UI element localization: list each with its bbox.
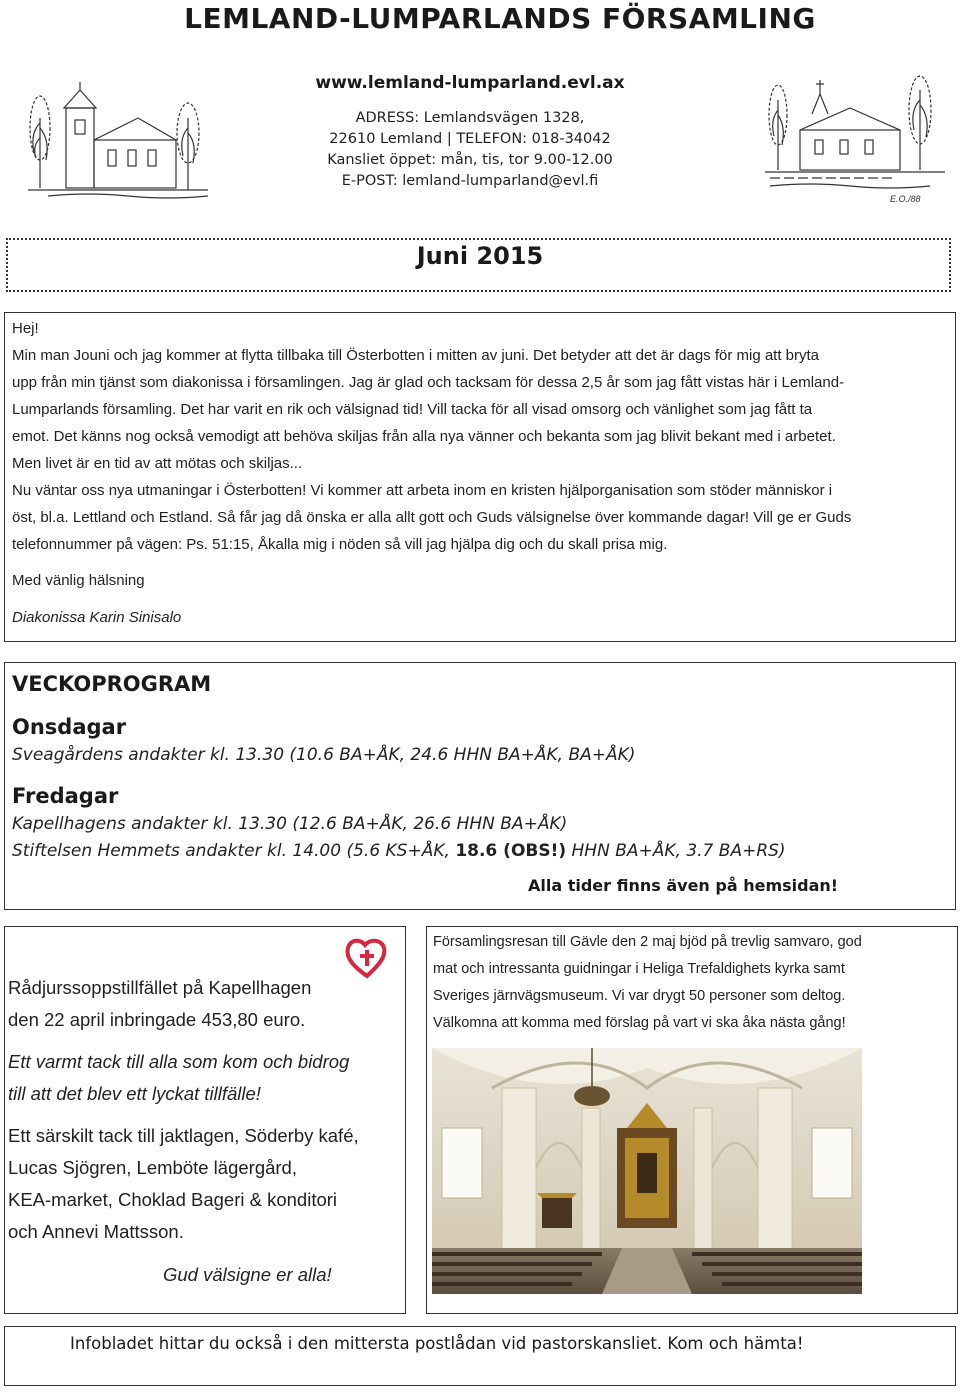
letter-line: Min man Jouni och jag kommer at flytta tillbaka till Österbotten i mitten av juni. Det betyder att det är dags för mig att bryta xyxy=(12,347,820,364)
heart-cross-icon xyxy=(344,936,390,980)
thanks-line: Ett varmt tack till alla som kom och bidrog xyxy=(8,1051,350,1072)
month-title: Juni 2015 xyxy=(416,242,544,270)
program-website-note: Alla tider finns även på hemsidan! xyxy=(528,876,839,895)
letter-line: Nu väntar oss nya utmaningar i Österbotten! Vi kommer att arbeta inom en kristen hjälporganisation som stöder människor i xyxy=(12,482,833,499)
letter-line: öst, bl.a. Lettland och Estland. Så får jag då önska er alla allt gott och Guds välsignelse över kommande dagar! Vill ge er Guds xyxy=(12,509,852,526)
letter-greeting-line: Hej! xyxy=(12,320,39,337)
special-thanks-line: Ett särskilt tack till jaktlagen, Söderby kafé, xyxy=(8,1125,359,1146)
address-block xyxy=(250,108,690,192)
lemland-church-drawing xyxy=(18,78,218,208)
program-line xyxy=(12,841,786,861)
email-line: E-POST: lemland-lumparland@evl.fi xyxy=(341,173,599,189)
blessing-line: Gud välsigne er alla! xyxy=(163,1264,332,1285)
program-line-part: HHN BA+ÅK, 3.7 BA+RS) xyxy=(566,841,786,861)
special-thanks-line: Lucas Sjögren, Lemböte lägergård, xyxy=(8,1157,297,1178)
weekly-program-box xyxy=(4,662,956,910)
day-heading-wednesday: Onsdagar xyxy=(12,715,127,739)
program-title: VECKOPROGRAM xyxy=(12,672,212,696)
letter-line: telefonnummer på vägen: Ps. 51:15, Åkalla mig i nöden så vill jag hjälpa dig och du skall prisa mig. xyxy=(12,536,668,553)
drawing-signature: E.O./88 xyxy=(890,194,921,204)
address-line: ADRESS: Lemlandsvägen 1328, xyxy=(355,110,585,126)
letter-line: Lumparlands församling. Det har varit en rik och välsignad tid! Vill tacka för all visad omsorg och vänlighet som jag fått ta xyxy=(12,401,813,418)
office-hours-line: Kansliet öppet: mån, tis, tor 9.00-12.00 xyxy=(327,152,613,168)
collection-line: Rådjurssoppstillfället på Kapellhagen xyxy=(8,977,312,998)
program-line: Kapellhagens andakter kl. 13.30 (12.6 BA+ÅK, 26.6 HHN BA+ÅK) xyxy=(12,814,568,834)
phone-line: 22610 Lemland | TELEFON: 018-34042 xyxy=(329,131,611,147)
letter-line: upp från min tjänst som diakonissa i församlingen. Jag är glad och tacksam för dessa 2,5 år som jag fått vistas här i Lemland- xyxy=(12,374,845,391)
trip-line: Församlingsresan till Gävle den 2 maj bjöd på trevlig samvaro, god xyxy=(433,934,862,950)
page-title: LEMLAND-LUMPARLANDS FÖRSAMLING xyxy=(184,2,816,35)
church-interior-photo xyxy=(432,1048,862,1294)
program-line: Sveagårdens andakter kl. 13.30 (10.6 BA+ÅK, 24.6 HHN BA+ÅK, BA+ÅK) xyxy=(12,745,636,765)
letter-line: emot. Det känns nog också vemodigt att behöva skiljas från alla nya vänner och bekanta som jag blivit bekant med i arbetet. xyxy=(12,428,836,445)
day-heading-friday: Fredagar xyxy=(12,784,119,808)
website-link[interactable]: www.lemland-lumparland.evl.ax xyxy=(315,73,625,93)
letter-signature: Diakonissa Karin Sinisalo xyxy=(12,609,182,626)
lumparland-church-drawing xyxy=(760,70,950,210)
special-thanks-line: och Annevi Mattsson. xyxy=(8,1221,184,1242)
special-thanks-line: KEA-market, Choklad Bageri & konditori xyxy=(8,1189,338,1210)
letter-line: Men livet är en tid av att mötas och skiljas... xyxy=(12,455,303,472)
thanks-line: till att det blev ett lyckat tillfälle! xyxy=(8,1083,261,1104)
collection-amount: den 22 april inbringade 453,80 euro. xyxy=(8,1009,306,1030)
trip-line: Sveriges järnvägsmuseum. Vi var drygt 50 personer som deltog. xyxy=(433,988,846,1004)
footer-note: Infobladet hittar du också i den mittersta postlådan vid pastorskansliet. Kom och hämta! xyxy=(70,1334,804,1353)
obs-highlight: 18.6 (OBS!) xyxy=(455,841,567,861)
trip-line: Välkomna att komma med förslag på vart vi ska åka nästa gång! xyxy=(433,1015,846,1031)
letter-closing: Med vänlig hälsning xyxy=(12,572,145,589)
trip-line: mat och intressanta guidningar i Heliga Trefaldighets kyrka samt xyxy=(433,961,845,977)
program-line-part: Stiftelsen Hemmets andakter kl. 14.00 (5.6 KS+ÅK, xyxy=(12,841,456,861)
